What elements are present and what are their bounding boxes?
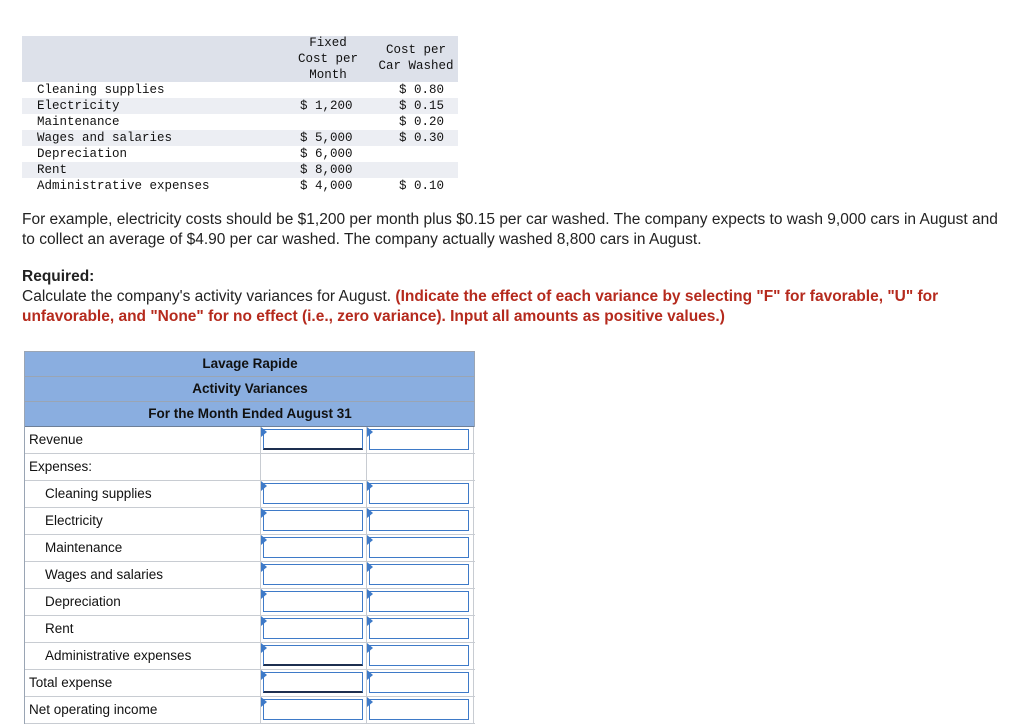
cost-row-label: Maintenance: [37, 115, 120, 129]
input-marker-icon: [261, 643, 267, 653]
administrative-effect-select[interactable]: [369, 645, 469, 666]
variance-table-header: [24, 351, 475, 427]
amount-cell: [260, 454, 367, 480]
cost-row-label: Cleaning supplies: [37, 83, 165, 97]
table-row: [25, 670, 475, 697]
maintenance-amount-input[interactable]: [263, 537, 363, 558]
input-marker-icon: [261, 616, 267, 626]
cost-row-per-car: $ 0.80: [399, 83, 445, 97]
header-percar-line2: Car Washed: [378, 59, 454, 73]
required-red-instruction: (Indicate the effect of each variance by selecting "F" for favorable, "U" for unfavorable, and "None" for no effect (i.e., zero variance). Input all amounts as positive values.): [22, 288, 939, 325]
input-marker-icon: [261, 670, 267, 680]
select-marker-icon: [367, 589, 373, 599]
amount-cell: [260, 508, 367, 534]
depreciation-effect-select[interactable]: [369, 591, 469, 612]
effect-cell: [366, 481, 474, 507]
cost-row-per-car: $ 0.30: [399, 131, 445, 145]
row-label-cleaning-supplies: Cleaning supplies: [45, 486, 152, 501]
cost-table: [22, 36, 458, 194]
rent-effect-select[interactable]: [369, 618, 469, 639]
cost-row-fixed: $ 5,000: [300, 131, 353, 145]
row-label-rent: Rent: [45, 621, 74, 636]
select-marker-icon: [367, 670, 373, 680]
table-row: [25, 427, 475, 454]
cost-row-label: Depreciation: [37, 147, 128, 161]
revenue-effect-select[interactable]: [369, 429, 469, 450]
electricity-amount-input[interactable]: [263, 510, 363, 531]
cost-row-per-car: $ 0.10: [399, 179, 445, 193]
header-fixed-line3: Month: [309, 68, 347, 82]
input-marker-icon: [261, 508, 267, 518]
net-operating-income-effect-select[interactable]: [369, 699, 469, 720]
wages-amount-input[interactable]: [263, 564, 363, 585]
cost-row-fixed: $ 8,000: [300, 163, 353, 177]
row-label-revenue: Revenue: [29, 432, 84, 447]
header-percar-line1: Cost per: [385, 43, 446, 57]
header-fixed-line1: Fixed: [309, 36, 347, 50]
input-marker-icon: [261, 589, 267, 599]
cost-row-fixed: $ 4,000: [300, 179, 353, 193]
input-marker-icon: [261, 535, 267, 545]
variance-table-body: [24, 427, 475, 724]
cost-row-fixed: $ 1,200: [300, 99, 353, 113]
header-fixed-line2: Cost per: [297, 52, 358, 66]
effect-cell: [366, 535, 474, 561]
select-marker-icon: [367, 481, 373, 491]
row-label-expenses: Expenses:: [29, 459, 93, 474]
table-row: [25, 643, 475, 670]
input-marker-icon: [261, 562, 267, 572]
depreciation-amount-input[interactable]: [263, 591, 363, 612]
total-expense-effect-select[interactable]: [369, 672, 469, 693]
table-row: [25, 697, 475, 724]
select-marker-icon: [367, 508, 373, 518]
row-label-electricity: Electricity: [45, 513, 103, 528]
effect-cell: [366, 670, 474, 696]
table-row: [25, 589, 475, 616]
table-row: [25, 562, 475, 589]
effect-cell: [366, 697, 474, 723]
cost-row: [22, 98, 458, 114]
effect-cell: [366, 454, 474, 480]
required-instruction-text: Calculate the company's activity variances for August.: [22, 288, 396, 305]
cost-row: [22, 130, 458, 146]
cost-row: [22, 114, 458, 130]
input-marker-icon: [261, 697, 267, 707]
header-fixed-cost: [292, 35, 364, 83]
amount-cell: [260, 427, 367, 453]
variance-title-row: [25, 402, 474, 427]
variance-title-row: [25, 352, 474, 377]
cost-row-per-car: $ 0.15: [399, 99, 445, 113]
table-row: [25, 535, 475, 562]
row-label-maintenance: Maintenance: [45, 540, 123, 555]
administrative-amount-input[interactable]: [263, 645, 363, 666]
required-title: Required:: [22, 268, 95, 285]
variance-title-report: Activity Variances: [192, 381, 308, 396]
problem-paragraph: For example, electricity costs should be $1,200 per month plus $0.15 per car washed. The company expects to wash 9,000 cars in August and to collect an average of $4.90 per car washed. The company actually washed 8,800 cars in August.: [22, 211, 998, 248]
amount-cell: [260, 481, 367, 507]
table-row: [25, 481, 475, 508]
row-label-administrative: Administrative expenses: [45, 648, 192, 663]
cost-row-fixed: $ 6,000: [300, 147, 353, 161]
row-label-depreciation: Depreciation: [45, 594, 121, 609]
effect-cell: [366, 562, 474, 588]
select-marker-icon: [367, 535, 373, 545]
variance-title-company: Lavage Rapide: [202, 356, 298, 371]
table-row: [25, 508, 475, 535]
select-marker-icon: [367, 616, 373, 626]
rent-amount-input[interactable]: [263, 618, 363, 639]
cost-row: [22, 178, 458, 194]
net-operating-income-amount-input[interactable]: [263, 699, 363, 720]
table-row: [25, 454, 475, 481]
select-marker-icon: [367, 643, 373, 653]
cost-row-label: Rent: [37, 163, 68, 177]
effect-cell: [366, 427, 474, 453]
input-marker-icon: [261, 427, 267, 437]
maintenance-effect-select[interactable]: [369, 537, 469, 558]
cost-row-label: Electricity: [37, 99, 120, 113]
cleaning-supplies-amount-input[interactable]: [263, 483, 363, 504]
effect-cell: [366, 616, 474, 642]
table-row: [25, 616, 475, 643]
variance-table: [24, 351, 474, 724]
cost-row-per-car: $ 0.20: [399, 115, 445, 129]
amount-cell: [260, 616, 367, 642]
cleaning-supplies-effect-select[interactable]: [369, 483, 469, 504]
cost-row-label: Wages and salaries: [37, 131, 173, 145]
row-label-wages-salaries: Wages and salaries: [45, 567, 164, 582]
select-marker-icon: [367, 697, 373, 707]
select-marker-icon: [367, 427, 373, 437]
row-label-total-expense: Total expense: [29, 675, 113, 690]
header-cost-per-car: [371, 42, 461, 74]
effect-cell: [366, 589, 474, 615]
variance-title-period: For the Month Ended August 31: [148, 406, 352, 421]
total-expense-amount-input[interactable]: [263, 672, 363, 693]
variance-title-row: [25, 377, 474, 402]
row-label-net-operating-income: Net operating income: [29, 702, 158, 717]
select-marker-icon: [367, 562, 373, 572]
amount-cell: [260, 535, 367, 561]
amount-cell: [260, 562, 367, 588]
cost-row-label: Administrative expenses: [37, 179, 210, 193]
revenue-amount-input[interactable]: [263, 429, 363, 450]
amount-cell: [260, 697, 367, 723]
effect-cell: [366, 508, 474, 534]
required-text: [22, 287, 1012, 327]
amount-cell: [260, 670, 367, 696]
cost-row: [22, 162, 458, 178]
input-marker-icon: [261, 481, 267, 491]
wages-effect-select[interactable]: [369, 564, 469, 585]
cost-table-header: [22, 36, 458, 82]
effect-cell: [366, 643, 474, 669]
cost-row: [22, 82, 458, 98]
electricity-effect-select[interactable]: [369, 510, 469, 531]
cost-row: [22, 146, 458, 162]
amount-cell: [260, 589, 367, 615]
amount-cell: [260, 643, 367, 669]
